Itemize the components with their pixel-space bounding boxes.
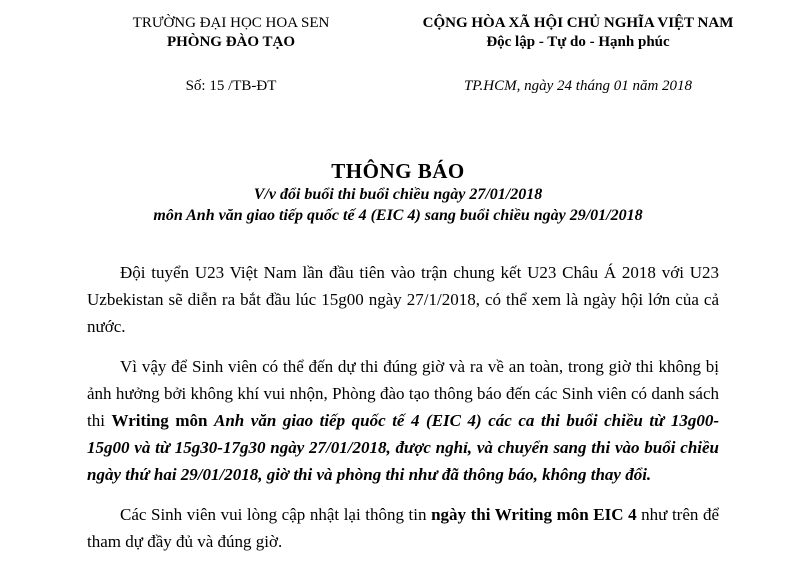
reference-number: Số: 15 /TB-ĐT (185, 78, 277, 94)
issue-date: TP.HCM, ngày 24 tháng 01 năm 2018 (463, 78, 693, 94)
paragraph-3-text: Các Sinh viên vui lòng cập nhật lại thông tin (120, 505, 432, 524)
paragraph-2 (87, 353, 719, 488)
national-header (398, 14, 758, 52)
department-name: PHÒNG ĐÀO TẠO (166, 34, 296, 50)
paragraph-2-writing-bold: Writing môn (111, 411, 215, 430)
notice-subject-line1: V/v đổi buổi thi buổi chiều ngày 27/01/2018 (253, 186, 543, 203)
paragraph-1: Đội tuyển U23 Việt Nam lần đầu tiên vào trận chung kết U23 Châu Á 2018 với U23 Uzbekistan sẽ diễn ra bắt đầu lúc 15g00 ngày 27/1/2018, có thể xem là ngày hội lớn của cả nước. (87, 263, 719, 336)
paragraph-2-exam-details: Anh văn giao tiếp quốc tế 4 (EIC 4) các ca thi buổi chiều từ 13g00-15g00 và từ 15g30-17g30 ngày 27/01/2018, được nghỉ, và chuyển sang thi vào buổi chiều ngày thứ hai 29/01/2018, giờ thi và phòng thi như đã thông báo, không thay đổi. (87, 411, 720, 484)
university-name: TRƯỜNG ĐẠI HỌC HOA SEN (132, 15, 330, 31)
paragraph-2-text: Vì vậy để Sinh viên có thể đến dự thi đúng giờ và ra về an toàn, trong giờ thi không bị ảnh hưởng bởi không khí vui nhộn, Phòng đào tạo thông báo đến các Sinh viên có danh sách thi (87, 357, 719, 430)
notice-title-block (0, 158, 796, 226)
paragraph-3 (87, 501, 719, 555)
notice-title: THÔNG BÁO (331, 159, 465, 183)
organization-header (88, 14, 374, 52)
national-motto-line1: CỘNG HÒA XÃ HỘI CHỦ NGHĨA VIỆT NAM (422, 15, 734, 31)
notice-body (87, 259, 719, 568)
paragraph-3-end: như trên để tham dự đầy đủ và đúng giờ. (87, 505, 719, 551)
national-motto-line2: Độc lập - Tự do - Hạnh phúc (486, 34, 670, 50)
notice-subject-line2: môn Anh văn giao tiếp quốc tế 4 (EIC 4) sang buổi chiều ngày 29/01/2018 (153, 207, 643, 224)
paragraph-3-highlight: ngày thi Writing môn EIC 4 (431, 505, 637, 524)
